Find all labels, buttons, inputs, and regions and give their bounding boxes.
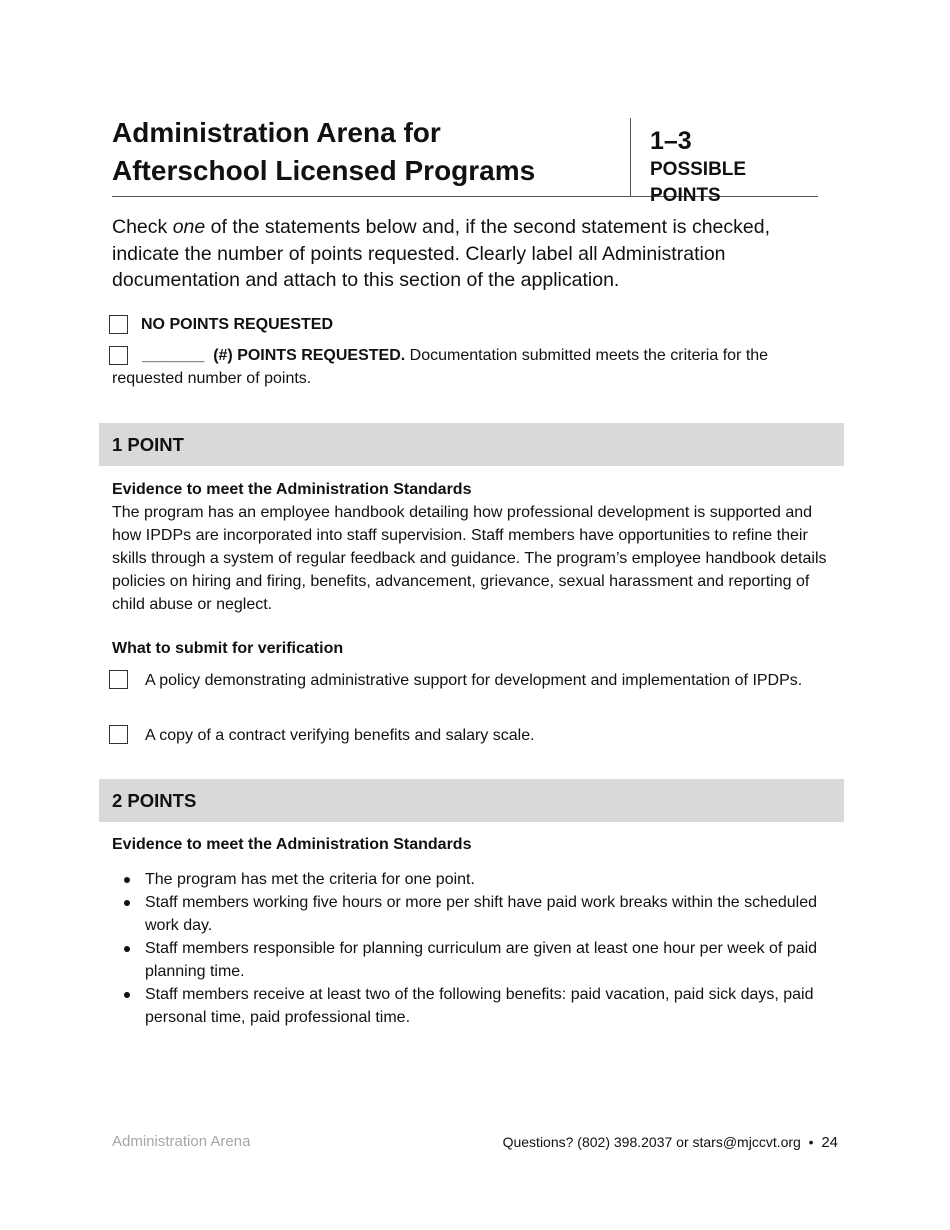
- section-2-bullet-list: [112, 868, 837, 1029]
- section-2-points-header: [99, 779, 844, 822]
- submit-item: [109, 669, 809, 692]
- points-range: 1–3: [650, 127, 692, 155]
- section-1-evidence-heading: Evidence to meet the Administration Standards: [112, 481, 472, 498]
- page-title: [112, 114, 535, 190]
- title-line-2: Afterschool Licensed Programs: [112, 155, 536, 186]
- bullet-icon: [124, 900, 130, 906]
- points-blank[interactable]: _______: [142, 347, 205, 364]
- list-item: [112, 937, 837, 983]
- section-2-title: 2 POINTS: [112, 790, 197, 811]
- page-number: 24: [821, 1134, 838, 1151]
- header-divider: [630, 118, 631, 196]
- footer-section-name: Administration Arena: [112, 1133, 251, 1150]
- intro-text-rest: of the statements below and, if the second statement is checked, indicate the number of points requested. Clearly label all Administration documentation and attach to this section of the application.: [112, 216, 770, 291]
- intro-emphasis: one: [172, 216, 206, 238]
- list-item: [112, 891, 837, 937]
- list-item-text: The program has met the criteria for one point.: [145, 871, 475, 888]
- submit-item-checkbox[interactable]: [109, 725, 128, 744]
- footer-contact: [503, 1132, 838, 1153]
- footer-separator: •: [808, 1134, 814, 1150]
- section-1-point-header: [99, 423, 844, 466]
- submit-item-checkbox[interactable]: [109, 670, 128, 689]
- footer-contact-text: Questions? (802) 398.2037 or stars@mjccvt.org: [502, 1134, 801, 1150]
- list-item-text: Staff members responsible for planning curriculum are given at least one hour per week of paid planning time.: [145, 940, 818, 980]
- bullet-icon: [124, 946, 130, 952]
- submit-item-text: A policy demonstrating administrative support for development and implementation of IPDPs.: [145, 672, 803, 689]
- section-2-evidence-heading: Evidence to meet the Administration Standards: [112, 836, 472, 853]
- list-item: [112, 868, 837, 891]
- submit-item-text: A copy of a contract verifying benefits and salary scale.: [145, 727, 535, 744]
- points-requested-description-2: requested number of points.: [112, 369, 312, 387]
- list-item-text: Staff members receive at least two of the following benefits: paid vacation, paid sick days, paid personal time, paid professional time.: [145, 986, 814, 1026]
- bullet-icon: [124, 877, 130, 883]
- intro-paragraph: [112, 214, 832, 294]
- bullet-icon: [124, 992, 130, 998]
- page-header: [112, 114, 818, 206]
- title-line-1: Administration Arena for: [112, 117, 441, 148]
- list-item-text: Staff members working five hours or more per shift have paid work breaks within the scheduled work day.: [145, 894, 818, 934]
- section-1-title: 1 POINT: [112, 434, 184, 455]
- no-points-label: NO POINTS REQUESTED: [141, 316, 334, 333]
- points-requested-description: Documentation submitted meets the criteria for the: [405, 347, 769, 364]
- points-requested-checkbox[interactable]: [109, 346, 128, 365]
- possible-points: [650, 126, 818, 209]
- submit-item: [109, 724, 809, 747]
- no-points-checkbox[interactable]: [109, 315, 128, 334]
- section-1-submit-heading: What to submit for verification: [112, 640, 344, 657]
- points-requested-label: (#) POINTS REQUESTED.: [213, 347, 406, 364]
- intro-text-start: Check: [112, 216, 173, 238]
- section-1-evidence-text: The program has an employee handbook detailing how professional development is supported and how IPDPs are incorporated into staff supervision. Staff members have opportunities to refine their skills through a system of regular feedback and guidance. The program’s employee handbook details policies on hiring and firing, benefits, advancement, grievance, sexual harassment and reporting of child abuse or neglect.: [112, 504, 827, 613]
- points-requested-option: [112, 345, 832, 390]
- list-item: [112, 983, 837, 1029]
- points-label: POSSIBLE POINTS: [650, 159, 747, 206]
